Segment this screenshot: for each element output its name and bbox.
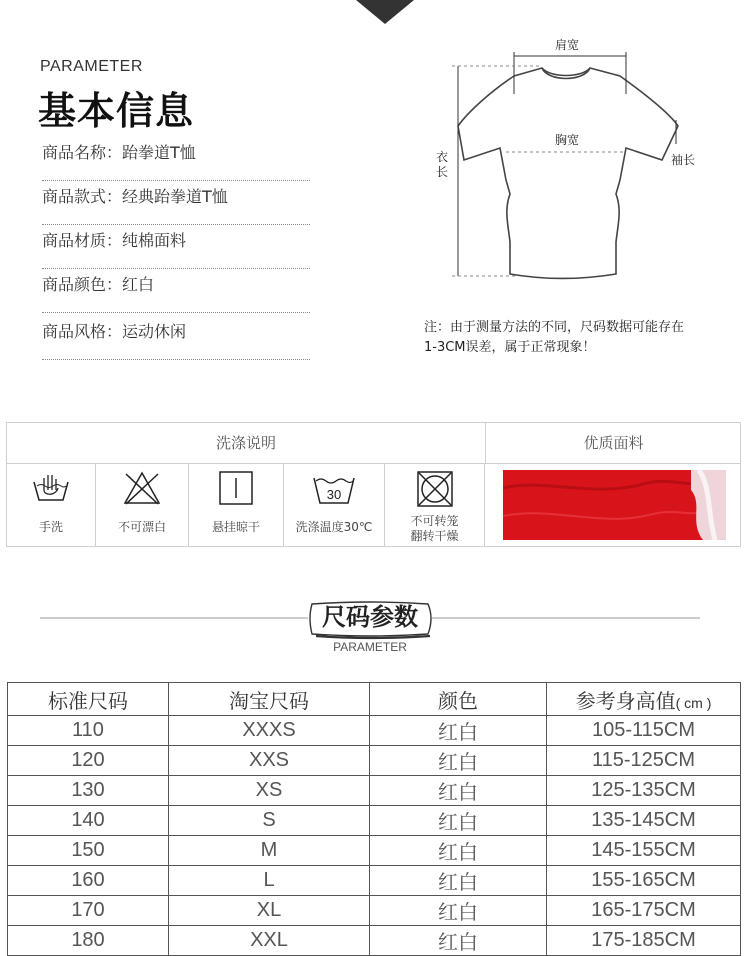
length-label-bottom: 长 — [436, 165, 449, 179]
hang-dry-icon — [218, 470, 254, 506]
table-row — [8, 866, 741, 896]
table-row — [8, 716, 741, 746]
cell-height: 105-115CM — [547, 716, 741, 746]
cell-height: 115-125CM — [547, 746, 741, 776]
header-height-text: 参考身高值 — [575, 690, 676, 713]
table-row — [8, 926, 741, 956]
cell-standard-size: 110 — [8, 716, 169, 746]
cell-color: 红白 — [370, 716, 547, 746]
cell-taobao-size: XS — [169, 776, 370, 806]
table-row — [8, 806, 741, 836]
cell-standard-size: 120 — [8, 746, 169, 776]
care-item-no-tumble — [385, 463, 485, 547]
cell-taobao-size: XXL — [169, 926, 370, 956]
cell-height: 135-145CM — [547, 806, 741, 836]
fabric-cell — [485, 463, 740, 547]
tshirt-diagram — [430, 34, 690, 284]
info-row-color: 商品颜色：红白 — [42, 268, 310, 313]
cell-color: 红白 — [370, 926, 547, 956]
header-unit: ( cm ) — [675, 694, 712, 711]
cell-standard-size: 160 — [8, 866, 169, 896]
size-section-subtitle: PARAMETER — [333, 640, 407, 654]
size-section-heading — [40, 596, 700, 656]
note-line-1: 注：由于测量方法的不同，尺码数据可能存在 — [424, 320, 685, 335]
cell-taobao-size: XXS — [169, 746, 370, 776]
table-row — [8, 836, 741, 866]
size-table — [7, 682, 741, 956]
fabric-swatch-image — [503, 470, 726, 540]
cell-standard-size: 140 — [8, 806, 169, 836]
cell-height: 165-175CM — [547, 896, 741, 926]
cell-taobao-size: L — [169, 866, 370, 896]
table-row — [8, 896, 741, 926]
chevron-down-icon — [356, 0, 414, 24]
cell-color: 红白 — [370, 836, 547, 866]
cell-color: 红白 — [370, 866, 547, 896]
care-label: 手洗 — [38, 520, 63, 534]
care-label: 悬挂晾干 — [211, 520, 260, 534]
no-tumble-dry-icon — [416, 470, 454, 508]
cell-color: 红白 — [370, 806, 547, 836]
header-color: 颜色 — [370, 683, 547, 716]
header-height — [547, 683, 741, 716]
cell-standard-size: 170 — [8, 896, 169, 926]
cell-color: 红白 — [370, 896, 547, 926]
table-row — [8, 746, 741, 776]
cell-height: 125-135CM — [547, 776, 741, 806]
care-item-no-bleach — [96, 463, 189, 547]
info-row-name: 商品名称：跆拳道T恤 — [42, 136, 310, 181]
cell-taobao-size: M — [169, 836, 370, 866]
cell-standard-size: 150 — [8, 836, 169, 866]
cell-color: 红白 — [370, 746, 547, 776]
care-instructions-box — [6, 422, 741, 547]
shoulder-width-label: 肩宽 — [555, 38, 580, 52]
header-standard-size: 标准尺码 — [8, 683, 169, 716]
sleeve-length-label: 袖长 — [671, 153, 696, 167]
table-row — [8, 776, 741, 806]
info-row-material: 商品材质：纯棉面料 — [42, 224, 310, 269]
size-table-header-row — [8, 683, 741, 716]
no-bleach-icon — [122, 470, 162, 506]
chest-width-label: 胸宽 — [555, 133, 580, 147]
wash-temp-icon — [311, 470, 357, 506]
care-item-hand-wash — [7, 463, 96, 547]
info-row-style: 商品款式：经典跆拳道T恤 — [42, 180, 310, 225]
cell-taobao-size: XL — [169, 896, 370, 926]
care-item-wash-temp — [284, 463, 385, 547]
section-en-label: PARAMETER — [40, 58, 143, 75]
cell-height: 175-185CM — [547, 926, 741, 956]
hand-wash-icon — [31, 470, 71, 504]
care-label-line-2: 翻转干燥 — [410, 529, 459, 543]
fabric-header: 优质面料 — [485, 423, 741, 463]
cell-height: 145-155CM — [547, 836, 741, 866]
care-label: 不可漂白 — [117, 520, 166, 534]
cell-color: 红白 — [370, 776, 547, 806]
wash-temp-value: 30 — [326, 487, 342, 502]
cell-standard-size: 180 — [8, 926, 169, 956]
care-label: 洗涤温度30℃ — [295, 520, 373, 534]
info-row-styletype: 商品风格：运动休闲 — [42, 315, 310, 360]
cell-standard-size: 130 — [8, 776, 169, 806]
length-label-top: 衣 — [436, 150, 449, 164]
note-line-2: 1-3CM误差，属于正常现象！ — [424, 340, 596, 355]
cell-taobao-size: S — [169, 806, 370, 836]
header-taobao-size: 淘宝尺码 — [169, 683, 370, 716]
cell-taobao-size: XXXS — [169, 716, 370, 746]
wash-header: 洗涤说明 — [215, 434, 276, 452]
care-label-line-1: 不可转笼 — [410, 514, 459, 528]
cell-height: 155-165CM — [547, 866, 741, 896]
section-title: 基本信息 — [38, 88, 195, 133]
size-section-title: 尺码参数 — [322, 602, 418, 631]
measurement-note — [424, 318, 724, 358]
care-item-hang-dry — [189, 463, 284, 547]
